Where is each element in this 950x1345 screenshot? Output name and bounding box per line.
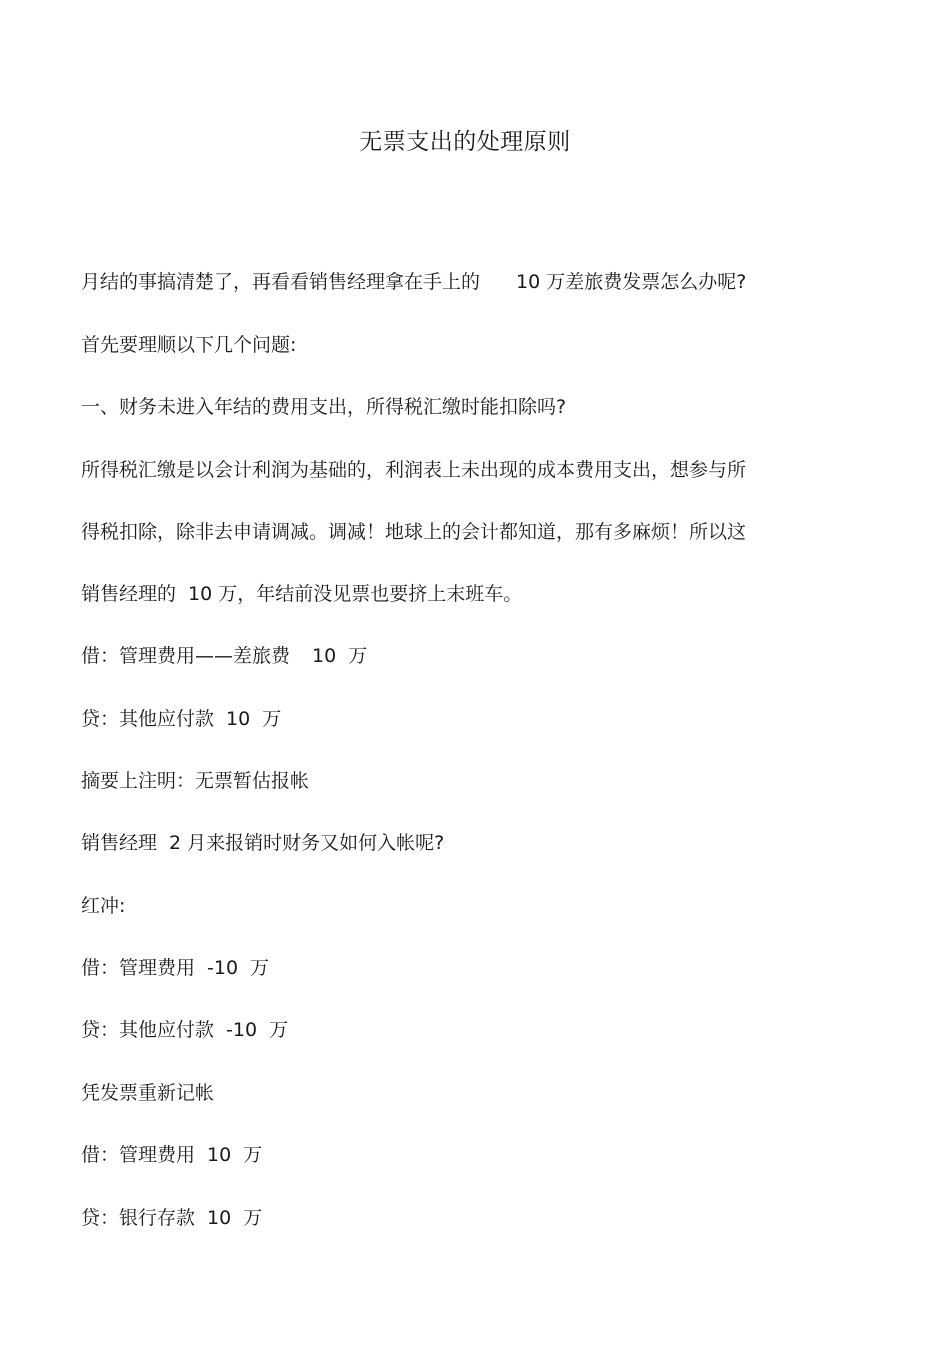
entry2-debit-unit: 万 xyxy=(250,957,270,979)
intro-line xyxy=(81,268,746,296)
entry3-credit-label: 贷：银行存款 xyxy=(81,1207,196,1229)
reimbursement-question-rest: 2 月来报销时财务又如何入帐呢? xyxy=(169,832,445,854)
paragraph-line-3-text: 销售经理的 xyxy=(81,583,177,605)
entry1-credit-amount: 10 xyxy=(226,708,251,730)
entry1-debit-label: 借：管理费用——差旅费 xyxy=(81,645,291,667)
entry3-debit-label: 借：管理费用 xyxy=(81,1144,196,1166)
entry3-debit-amount: 10 xyxy=(207,1144,232,1166)
paragraph-line-1: 所得税汇缴是以会计利润为基础的，利润表上未出现的成本费用支出，想参与所 xyxy=(81,459,747,481)
reversal-label: 红冲: xyxy=(81,895,126,917)
reimbursement-question xyxy=(81,829,444,857)
entry1-debit-amount: 10 xyxy=(312,645,337,667)
entry1-credit-unit: 万 xyxy=(262,708,282,730)
entry2-credit-label: 贷：其他应付款 xyxy=(81,1019,215,1041)
intro-text: 月结的事搞清楚了，再看看销售经理拿在手上的 xyxy=(81,271,481,293)
page-title: 无票支出的处理原则 xyxy=(359,129,571,155)
entry1-credit-label: 贷：其他应付款 xyxy=(81,708,215,730)
entry3-credit-line xyxy=(81,1204,262,1232)
intro-text-amount: 10 万差旅费发票怎么办呢? xyxy=(516,271,747,293)
entry2-debit-amount: -10 xyxy=(207,957,239,979)
paragraph-line-2: 得税扣除，除非去申请调减。调减！地球上的会计都知道，那有多麻烦！所以这 xyxy=(81,521,747,543)
paragraph-line-3 xyxy=(81,580,522,608)
memo-line: 摘要上注明：无票暂估报帐 xyxy=(81,770,310,792)
entry1-debit-unit: 万 xyxy=(348,645,368,667)
entry2-credit-amount: -10 xyxy=(226,1019,258,1041)
reimbursement-question-text: 销售经理 xyxy=(81,832,158,854)
entry2-debit-line xyxy=(81,954,269,982)
entry3-debit-unit: 万 xyxy=(243,1144,263,1166)
rerecord-label: 凭发票重新记帐 xyxy=(81,1082,215,1104)
entry2-debit-label: 借：管理费用 xyxy=(81,957,196,979)
issues-intro-line: 首先要理顺以下几个问题: xyxy=(81,334,297,356)
paragraph-line-3-amount: 10 万，年结前没见票也要挤上末班车。 xyxy=(188,583,523,605)
entry2-credit-line xyxy=(81,1016,288,1044)
entry3-debit-line xyxy=(81,1141,262,1169)
question-one-heading: 一、财务未进入年结的费用支出，所得税汇缴时能扣除吗? xyxy=(81,396,567,418)
entry1-credit-line xyxy=(81,705,281,733)
entry2-credit-unit: 万 xyxy=(269,1019,289,1041)
entry1-debit-line xyxy=(81,642,367,670)
entry3-credit-unit: 万 xyxy=(243,1207,263,1229)
entry3-credit-amount: 10 xyxy=(207,1207,232,1229)
